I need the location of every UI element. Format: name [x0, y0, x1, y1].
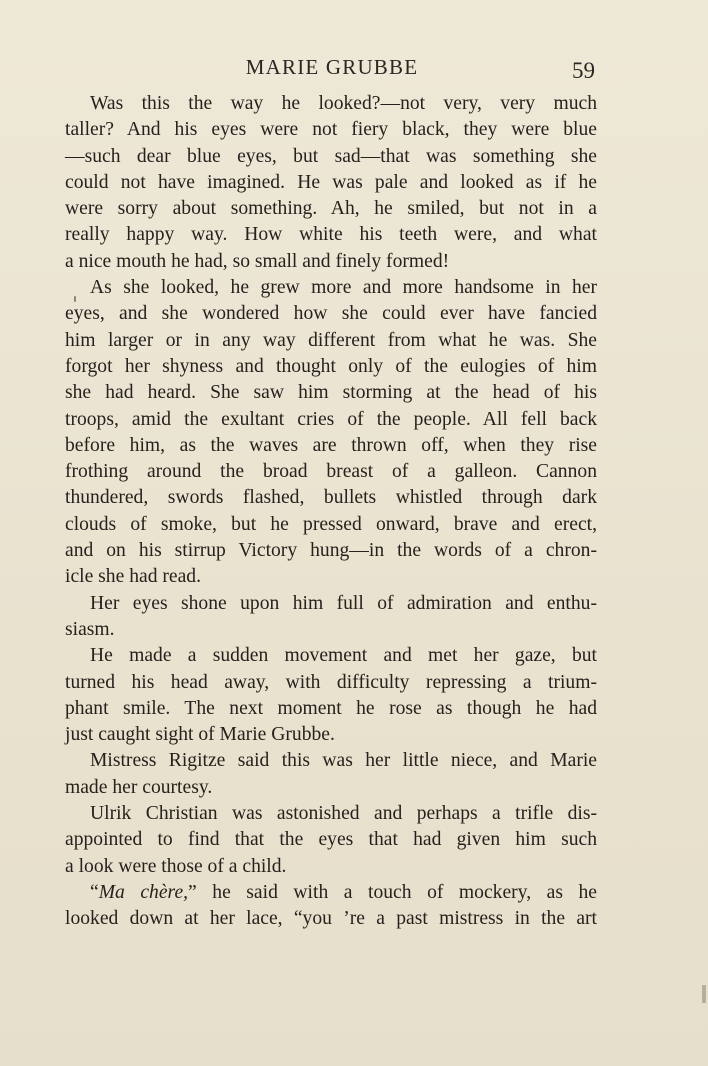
text-line: As she looked, he grew more and more handsome in her	[90, 277, 597, 299]
text-line: she had heard. She saw him storming at the head of his	[65, 382, 597, 404]
text-line: a look were those of a child.	[65, 855, 287, 877]
body-text	[65, 91, 597, 933]
text-line: forgot her shyness and thought only of the eulogies of him	[65, 355, 597, 377]
text-run: ” he said with a touch of mockery, as he	[188, 881, 597, 903]
running-head	[0, 52, 708, 82]
text-line: Her eyes shone upon him full of admiration and enthu-	[90, 592, 597, 614]
text-line: taller? And his eyes were not fiery black, they were blue	[65, 119, 597, 141]
print-speck	[74, 296, 76, 302]
text-line: frothing around the broad breast of a galleon. Cannon	[65, 461, 597, 483]
text-line: —such dear blue eyes, but sad—that was something she	[65, 145, 597, 167]
text-line: could not have imagined. He was pale and looked as if he	[65, 171, 597, 193]
text-line: him larger or in any way different from what he was. She	[65, 329, 597, 351]
open-quote: “	[90, 881, 99, 903]
text-line: Was this the way he looked?—not very, very much	[90, 93, 597, 114]
text-line: He made a sudden movement and met her gaze, but	[90, 645, 597, 667]
text-line: phant smile. The next moment he rose as though he had	[65, 697, 597, 719]
italic-phrase: Ma chère,	[98, 881, 189, 903]
text-line: just caught sight of Marie Grubbe.	[65, 724, 335, 746]
text-line: were sorry about something. Ah, he smiled, but not in a	[65, 198, 597, 220]
text-line: made her courtesy.	[65, 776, 213, 798]
text-line: eyes, and she wondered how she could ever have fancied	[65, 303, 597, 325]
text-line: siasm.	[65, 618, 115, 640]
text-line: icle she had read.	[65, 566, 201, 588]
text-line: Mistress Rigitze said this was her little niece, and Marie	[90, 750, 597, 772]
text-line: thundered, swords flashed, bullets whistled through dark	[65, 487, 597, 509]
running-title: MARIE GRUBBE	[245, 55, 419, 79]
text-line: looked down at her lace, “you ’re a past mistress in the art	[65, 908, 597, 930]
text-line: and on his stirrup Victory hung—in the words of a chron-	[65, 540, 597, 562]
text-line: clouds of smoke, but he pressed onward, brave and erect,	[65, 513, 597, 535]
text-line: a nice mouth he had, so small and finely formed!	[65, 250, 450, 272]
text-line	[65, 880, 597, 906]
text-line: before him, as the waves are thrown off, when they rise	[65, 434, 597, 456]
text-line: Ulrik Christian was astonished and perhaps a trifle dis-	[90, 803, 597, 825]
text-line: turned his head away, with difficulty repressing a trium-	[65, 671, 597, 693]
page-edge-mark	[702, 985, 706, 1003]
text-line: troops, amid the exultant cries of the people. All fell back	[65, 408, 597, 430]
text-line: really happy way. How white his teeth were, and what	[65, 224, 597, 246]
page-number: 59	[572, 58, 595, 83]
text-line: appointed to find that the eyes that had given him such	[65, 829, 597, 851]
